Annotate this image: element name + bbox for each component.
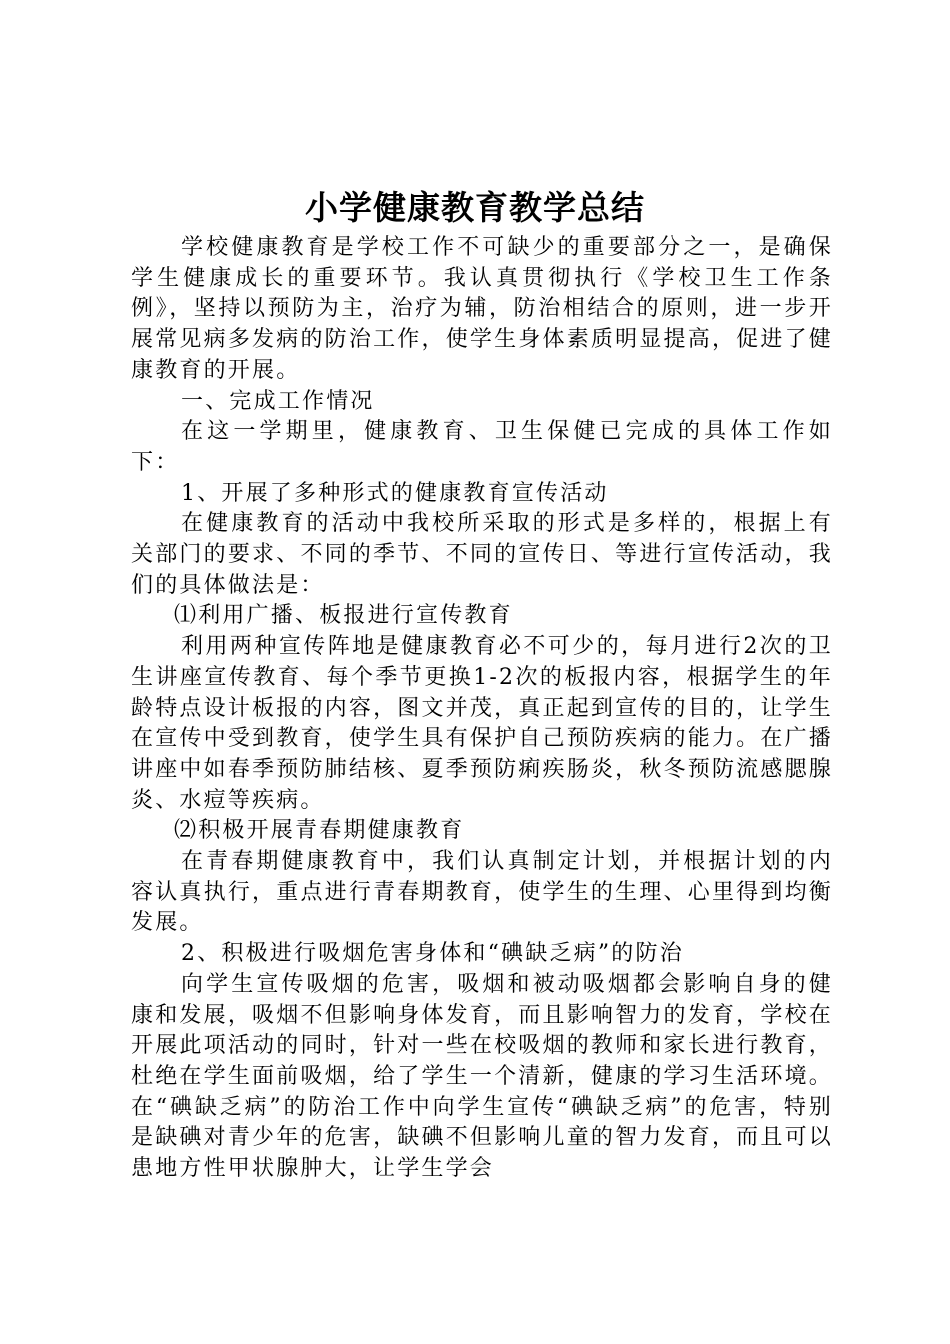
item-heading: ⑴利用广播、板报进行宣传教育 — [174, 603, 513, 629]
body-paragraph: 向学生宣传吸烟的危害，吸烟和被动吸烟都会影响自身的健康和发展，吸烟不但影响身体发育，而且影响智力的发育，学校在开展此项活动的同时，针对一些在校吸烟的教师和家长进行教育，杜绝在学生面前吸烟，给了学生一个清新，健康的学习生活环境。在“碘缺乏病”的防治工作中向学生宣传“碘缺乏病”的危害，特别是缺碘对青少年的危害，缺碘不但影响儿童的智力发育，而且可以患地方性甲状腺肿大，让学生学会 — [131, 971, 833, 1182]
body-paragraph: 在这一学期里，健康教育、卫生保健已完成的具体工作如下： — [131, 419, 833, 475]
document-title: 小学健康教育教学总结 — [305, 188, 645, 227]
body-paragraph: 在健康教育的活动中我校所采取的形式是多样的，根据上有关部门的要求、不同的季节、不同的宣传日、等进行宣传活动，我们的具体做法是： — [131, 511, 833, 598]
item-heading: ⑵积极开展青春期健康教育 — [174, 818, 465, 844]
subsection-heading: 1、开展了多种形式的健康教育宣传活动 — [181, 480, 609, 506]
body-paragraph: 利用两种宣传阵地是健康教育必不可少的，每月进行2次的卫生讲座宣传教育、每个季节更换1-2次的板报内容，根据学生的年龄特点设计板报的内容，图文并茂，真正起到宣传的目的，让学生在宣传中受到教育，使学生具有保护自己预防疾病的能力。在广播讲座中如春季预防肺结核、夏季预防痢疾肠炎，秋冬预防流感腮腺炎、水痘等疾病。 — [131, 634, 833, 813]
subsection-heading: 2、积极进行吸烟危害身体和“碘缺乏病”的防治 — [181, 941, 684, 967]
body-paragraph: 在青春期健康教育中，我们认真制定计划，并根据计划的内容认真执行，重点进行青春期教育，使学生的生理、心里得到均衡发展。 — [131, 849, 833, 936]
intro-paragraph: 学校健康教育是学校工作不可缺少的重要部分之一，是确保学生健康成长的重要环节。我认真贯彻执行《学校卫生工作条例》，坚持以预防为主，治疗为辅，防治相结合的原则，进一步开展常见病多发病的防治工作，使学生身体素质明显提高，促进了健康教育的开展。 — [131, 235, 833, 383]
document-body — [131, 233, 833, 1185]
section-heading: 一、完成工作情况 — [181, 388, 375, 414]
